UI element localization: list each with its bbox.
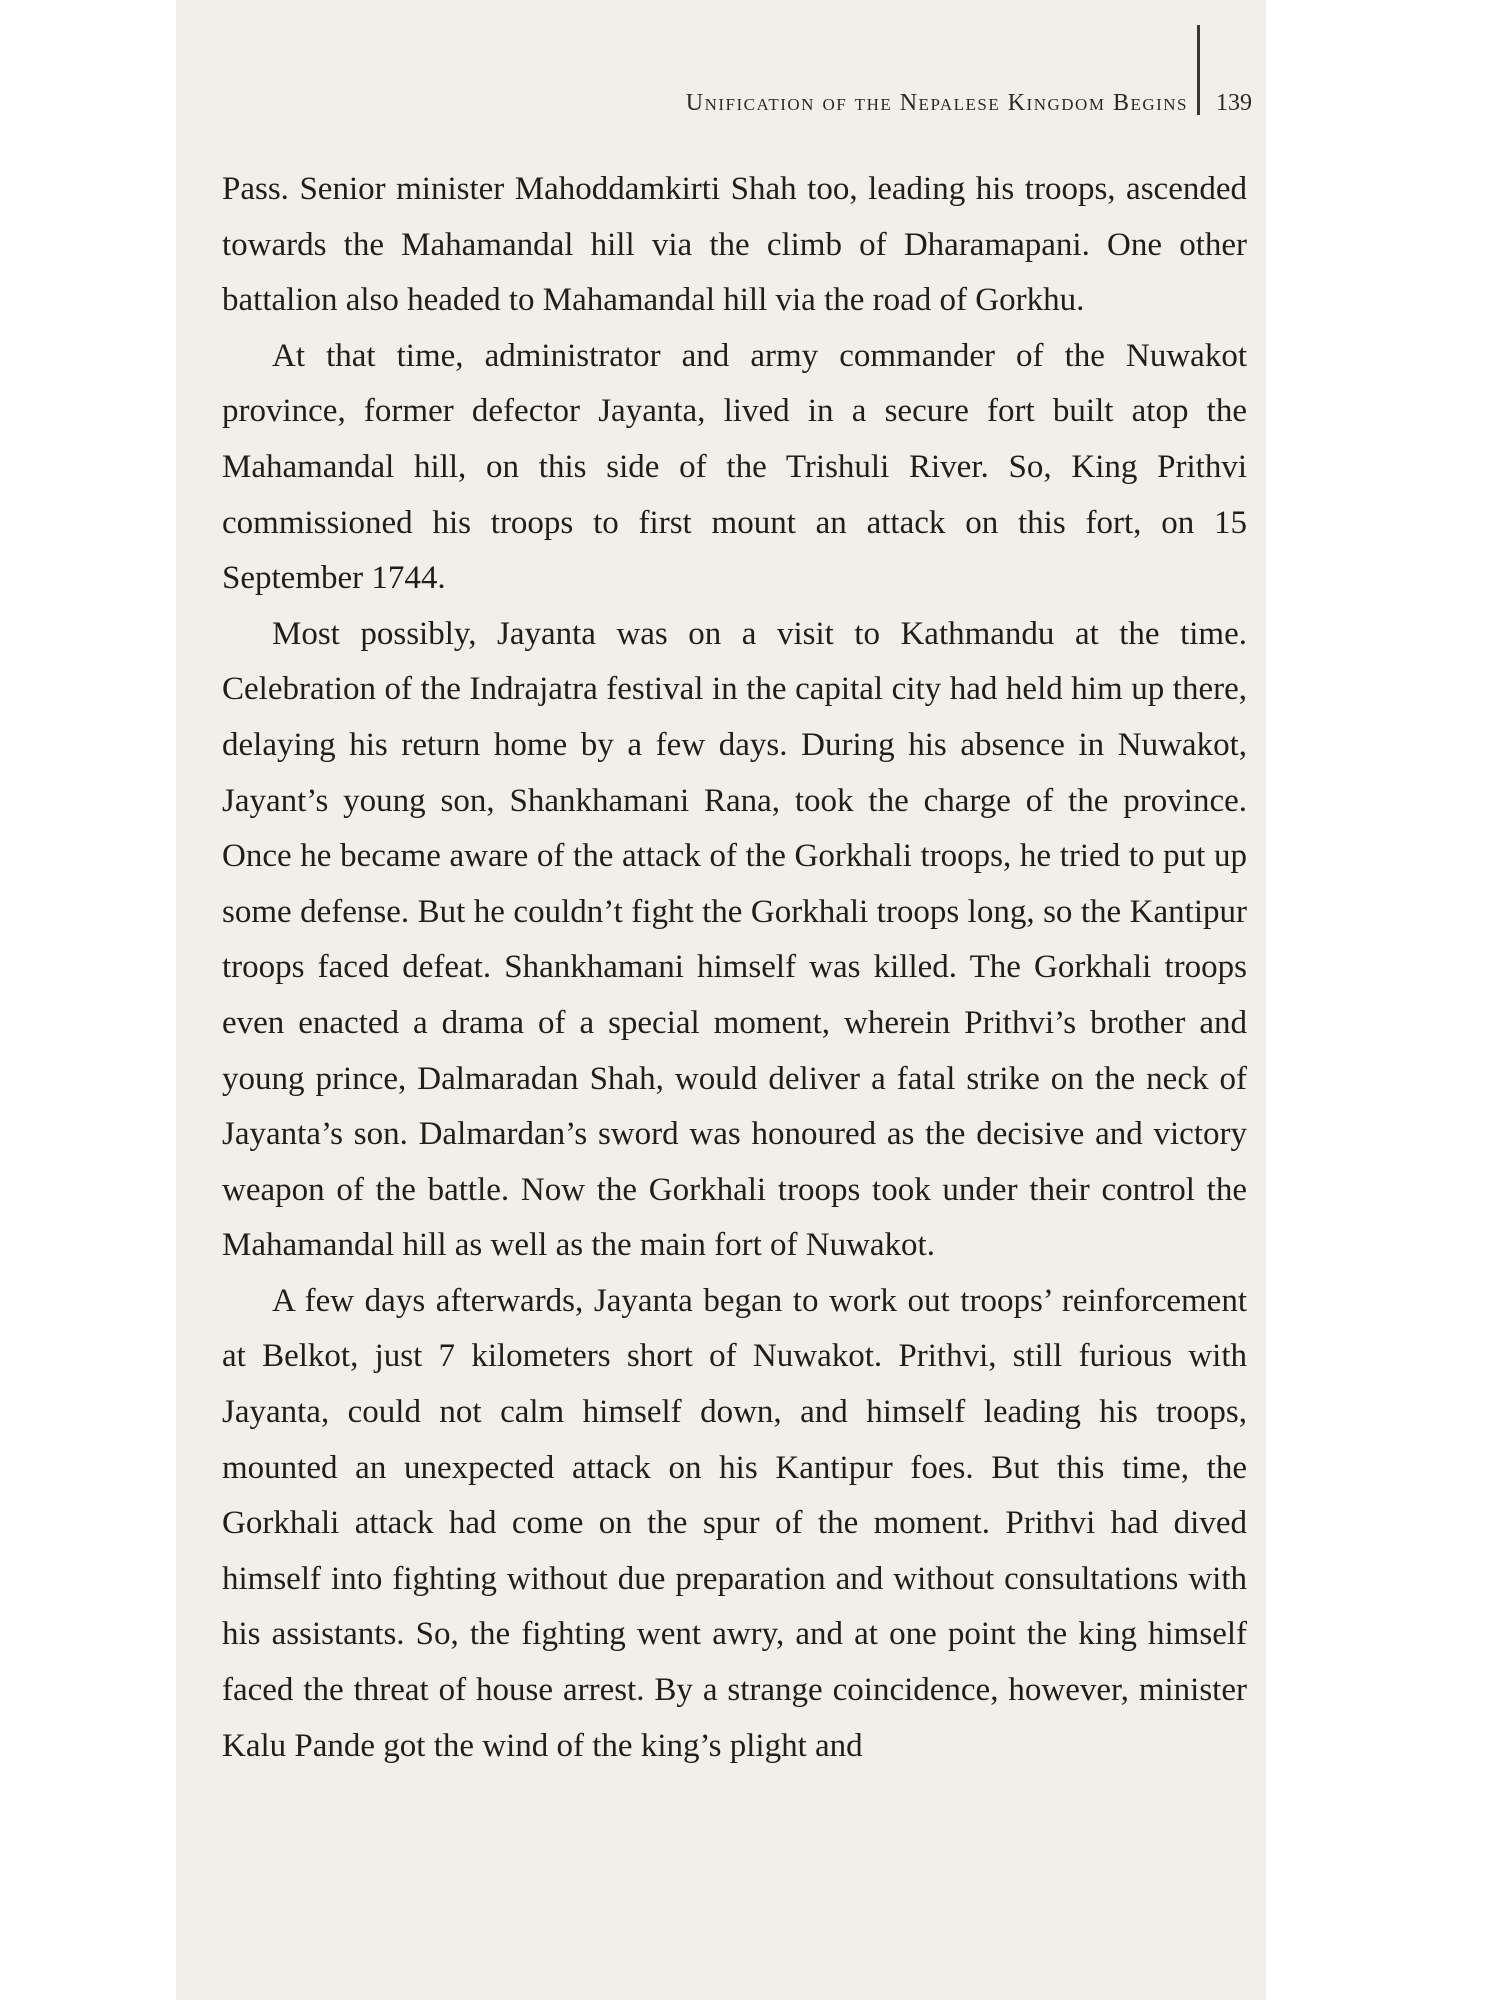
body-text — [222, 162, 1247, 1774]
page-header — [176, 70, 1256, 130]
running-head: Unification of the Nepalese Kingdom Begins — [685, 90, 1188, 116]
page-number: 139 — [1216, 90, 1252, 116]
paragraph-2: At that time, administrator and army commander of the Nuwakot province, former defector Jayanta, lived in a secure fort built atop the Mahamandal hill, on this side of the Trishuli River. So, King Prithvi commissioned his troops to first mount an attack on this fort, on 15 September 1744. — [222, 337, 1247, 597]
paragraph-3: Most possibly, Jayanta was on a visit to Kathmandu at the time. Celebration of the Indrajatra festival in the capital city had held him up there, delaying his return home by a few days. During his absence in Nuwakot, Jayant’s young son, Shankhamani Rana, took the charge of the province. Once he became aware of the attack of the Gorkhali troops, he tried to put up some defense. But he couldn’t fight the Gorkhali troops long, so the Kantipur troops faced defeat. Shankhamani himself was killed. The Gorkhali troops even enacted a drama of a special moment, wherein Prithvi’s brother and young prince, Dalmaradan Shah, would deliver a fatal strike on the neck of Jayanta’s son. Dalmardan’s sword was honoured as the decisive and victory weapon of the battle. Now the Gorkhali troops took under their control the Mahamandal hill as well as the main fort of Nuwakot. — [222, 615, 1247, 1264]
paragraph-4: A few days afterwards, Jayanta began to work out troops’ reinforcement at Belkot, just 7 kilometers short of Nuwakot. Prithvi, still furious with Jayanta, could not calm himself down, and himself leading his troops, mounted an unexpected attack on his Kantipur foes. But this time, the Gorkhali attack had come on the spur of the moment. Prithvi had dived himself into fighting without due preparation and without consultations with his assistants. So, the fighting went awry, and at one point the king himself faced the threat of house arrest. By a strange coincidence, however, minister Kalu Pande got the wind of the king’s plight and — [222, 1282, 1247, 1764]
header-divider — [1197, 25, 1200, 115]
paragraph-1: Pass. Senior minister Mahoddamkirti Shah too, leading his troops, ascended towards the Mahamandal hill via the climb of Dharamapani. One other battalion also headed to Mahamandal hill via the road of Gorkhu. — [222, 171, 1247, 319]
book-page — [176, 0, 1266, 2000]
